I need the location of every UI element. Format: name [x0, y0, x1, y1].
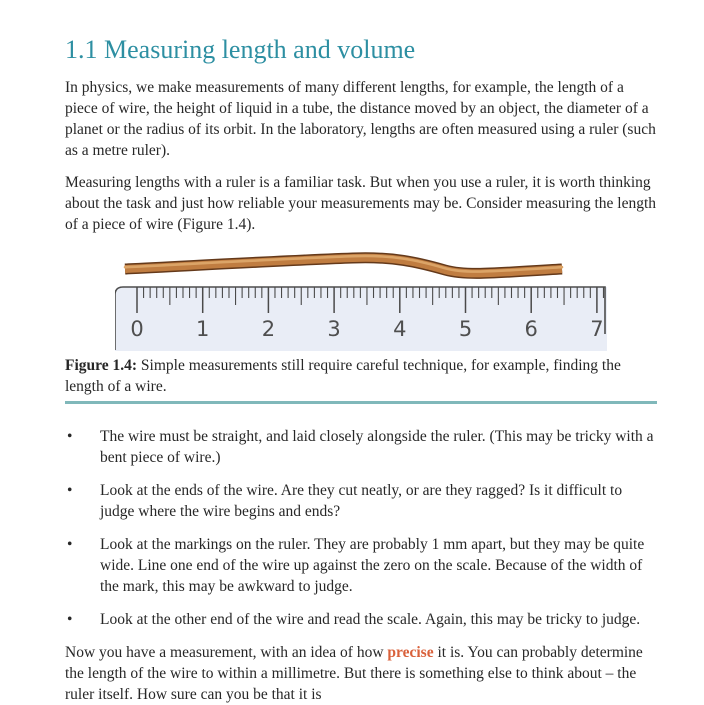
- paragraph-precision: [65, 642, 657, 705]
- bullet-text: Look at the other end of the wire and read the scale. Again, this may be tricky to judge.: [100, 610, 641, 628]
- figure-caption-text: Simple measurements still require careful technique, for example, finding the length of a wire.: [65, 357, 621, 395]
- ruler-illustration: [115, 287, 607, 351]
- bullet-marker: •: [67, 427, 73, 445]
- wire-illustration: [125, 256, 562, 273]
- bullet-marker: •: [67, 610, 73, 628]
- svg-text:7: 7: [590, 317, 604, 341]
- section-heading: 1.1 Measuring length and volume: [65, 35, 416, 64]
- teal-divider: [65, 401, 657, 404]
- bullet-list: [65, 426, 657, 630]
- wire-ruler-illustration: [115, 250, 675, 352]
- bullet-text: Look at the ends of the wire. Are they cut neatly, or are they ragged? Is it difficult to judge where the wire begins and ends?: [100, 481, 623, 520]
- list-item: [65, 480, 657, 522]
- bullet-marker: •: [67, 535, 73, 553]
- paragraph-measuring: Measuring lengths with a ruler is a familiar task. But when you use a ruler, it is worth thinking about the task and just how reliable your measurements may be. Consider measuring the length of a piece of wire (Figure 1.4).: [65, 174, 657, 233]
- svg-text:0: 0: [130, 317, 144, 341]
- figure-1-4: [65, 250, 657, 352]
- svg-text:5: 5: [458, 317, 473, 341]
- bullet-text: Look at the markings on the ruler. They are probably 1 mm apart, but they may be quite wide. Line one end of the wire up against the zero on the scale. Because of the width of the mark, this may be awkward to judge.: [100, 535, 645, 595]
- svg-text:2: 2: [261, 317, 276, 341]
- bullet-text: The wire must be straight, and laid closely alongside the ruler. (This may be tricky with a bent piece of wire.): [100, 427, 654, 466]
- figure-caption: [65, 355, 657, 397]
- list-item: [65, 609, 657, 630]
- paragraph-precision-after: it is. You can probably determine the length of the wire to within a millimetre. But there is something else to think about – the ruler itself. How sure can you be that it is: [65, 643, 643, 703]
- paragraph-precision-before: Now you have a measurement, with an idea of how: [65, 643, 388, 661]
- page-content: [65, 0, 657, 705]
- svg-text:3: 3: [327, 317, 341, 341]
- bullet-marker: •: [67, 481, 73, 499]
- list-item: [65, 426, 657, 468]
- svg-text:1: 1: [196, 317, 210, 341]
- figure-caption-label: Figure 1.4:: [65, 357, 138, 374]
- svg-text:6: 6: [524, 317, 538, 341]
- precise-keyword: precise: [387, 643, 434, 661]
- list-item: [65, 534, 657, 597]
- svg-text:4: 4: [393, 317, 407, 341]
- paragraph-intro: In physics, we make measurements of many different lengths, for example, the length of a piece of wire, the height of liquid in a tube, the distance moved by an object, the diameter of a planet or the radius of its orbit. In the laboratory, lengths are often measured using a ruler (such as a metre ruler).: [65, 79, 656, 159]
